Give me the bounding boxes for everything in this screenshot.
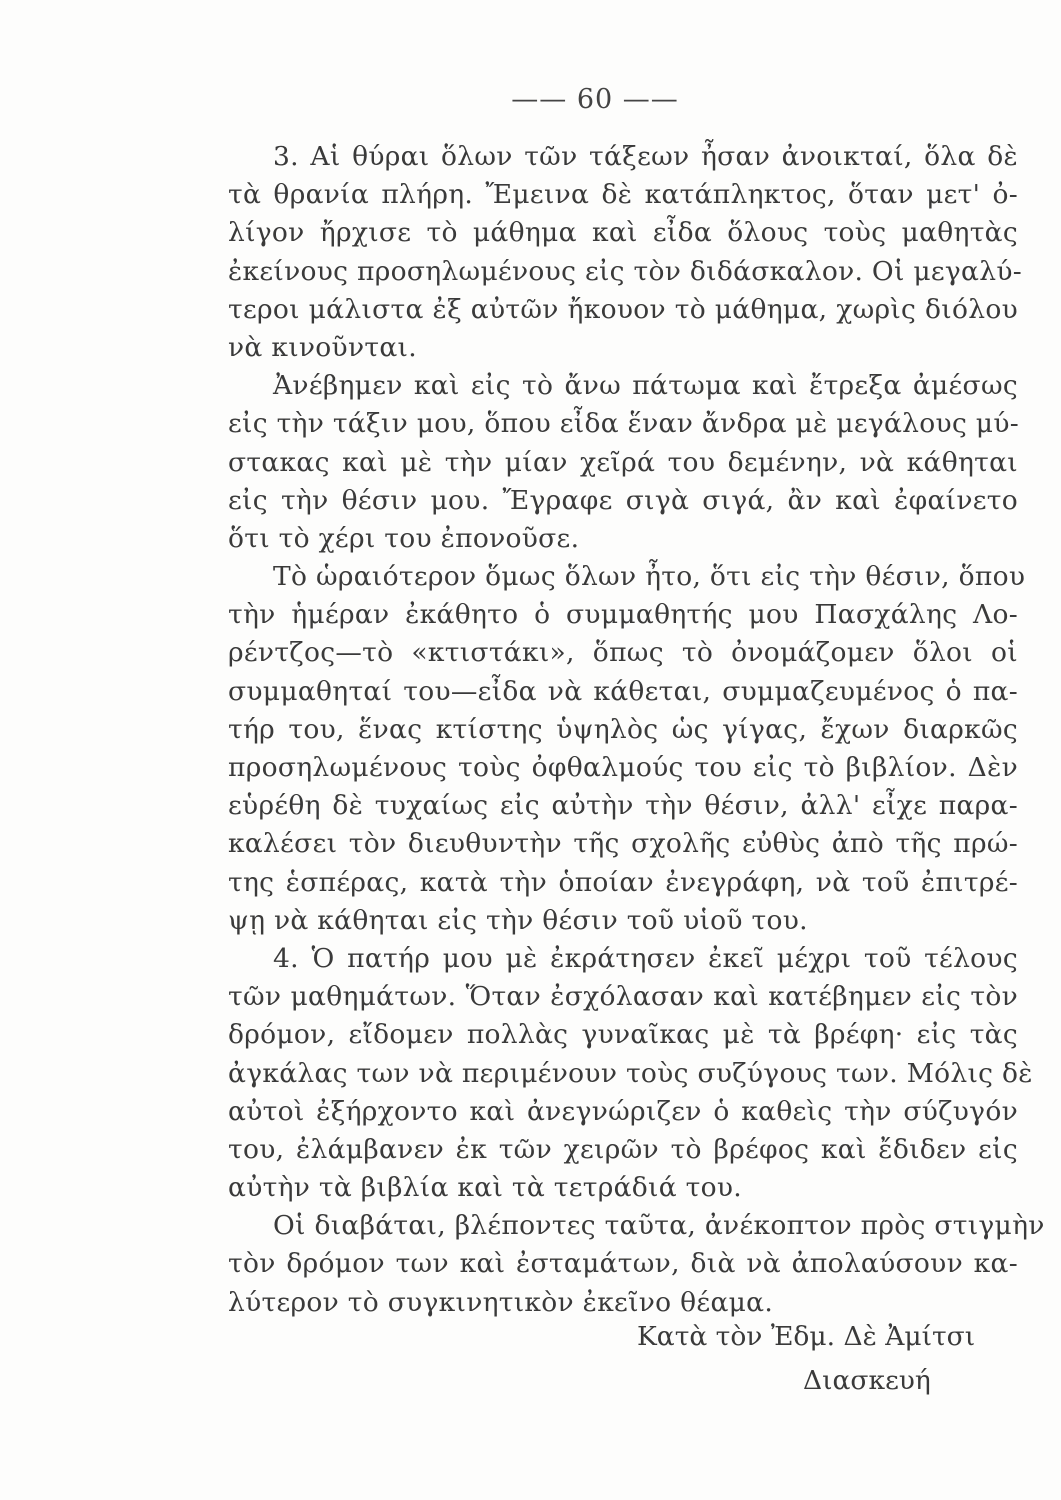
text-line: προσηλωμένους τοὺς ὀφθαλμούς του εἰς τὸ βιβλίον. Δὲν bbox=[228, 752, 1018, 783]
text-line: λύτερον τὸ συγκινητικὸν ἐκεῖνο θέαμα. bbox=[228, 1286, 774, 1318]
text-line: ἐκείνους προσηλωμένους εἰς τὸν διδάσκαλον. Οἱ μεγαλύ- bbox=[228, 255, 1023, 287]
text-line: ἀγκάλας των νὰ περιμένουν τοὺς συζύγους των. Μόλις δὲ bbox=[228, 1057, 1033, 1089]
text-line: του, ἐλάμβανεν ἐκ τῶν χειρῶν τὸ βρέφος καὶ ἔδιδεν εἰς bbox=[228, 1133, 1018, 1165]
text-line: ὅτι τὸ χέρι του ἐπονοῦσε. bbox=[228, 522, 580, 554]
text-line: της ἑσπέρας, κατὰ τὴν ὁποίαν ἐνεγράφη, νὰ τοῦ ἐπιτρέ- bbox=[228, 866, 1018, 898]
text-line: Τὸ ὡραιότερον ὅμως ὅλων ἦτο, ὅτι εἰς τὴν θέσιν, ὅπου bbox=[273, 561, 1026, 593]
text-line: τὴν ἡμέραν ἐκάθητο ὁ συμμαθητής μου Πασχάλης Λο- bbox=[228, 599, 1018, 631]
text-line: στακας καὶ μὲ τὴν μίαν χεῖρά του δεμένην, νὰ κάθηται bbox=[228, 446, 1018, 478]
text-line: αὐτὴν τὰ βιβλία καὶ τὰ τετράδιά του. bbox=[228, 1172, 742, 1204]
text-line: Ἀνέβημεν καὶ εἰς τὸ ἄνω πάτωμα καὶ ἔτρεξα ἀμέσως bbox=[273, 370, 1018, 402]
text-line: τήρ του, ἕνας κτίστης ὑψηλὸς ὡς γίγας, ἔχων διαρκῶς bbox=[228, 713, 1018, 745]
text-line: εἰς τὴν τάξιν μου, ὅπου εἶδα ἕναν ἄνδρα μὲ μεγάλους μύ- bbox=[228, 408, 1019, 440]
text-line: τὰ θρανία πλήρη. Ἔμεινα δὲ κατάπληκτος, ὅταν μετ' ὀ- bbox=[228, 179, 1018, 211]
text-line: ρέντζος—τὸ «κτιστάκι», ὅπως τὸ ὀνομάζομεν ὅλοι οἱ bbox=[228, 637, 1018, 669]
text-line: εὑρέθη δὲ τυχαίως εἰς αὐτὴν τὴν θέσιν, ἀλλ' εἶχε παρα- bbox=[228, 790, 1018, 822]
text-line: τεροι μάλιστα ἐξ αὐτῶν ἤκουον τὸ μάθημα, χωρὶς διόλου bbox=[228, 293, 1018, 325]
text-line: νὰ κινοῦνται. bbox=[228, 331, 417, 363]
text-line: Οἱ διαβάται, βλέποντες ταῦτα, ἀνέκοπτον πρὸς στιγμὴν bbox=[273, 1210, 1045, 1242]
text-line: δρόμον, εἴδομεν πολλὰς γυναῖκας μὲ τὰ βρέφη· εἰς τὰς bbox=[228, 1019, 1018, 1051]
text-line: λίγον ἤρχισε τὸ μάθημα καὶ εἶδα ὅλους τοὺς μαθητὰς bbox=[228, 217, 1018, 249]
text-line: εἰς τὴν θέσιν μου. Ἔγραφε σιγὰ σιγά, ἂν καὶ ἐφαίνετο bbox=[228, 484, 1018, 516]
text-line: τὸν δρόμον των καὶ ἐσταμάτων, διὰ νὰ ἀπολαύσουν κα- bbox=[228, 1248, 1018, 1280]
body-text bbox=[228, 138, 1045, 1322]
text-line: αὐτοὶ ἐξήρχοντο καὶ ἀνεγνώριζεν ὁ καθεὶς τὴν σύζυγόν bbox=[228, 1095, 1018, 1127]
page-number: —— 60 —— bbox=[511, 84, 679, 115]
text-line: ψῃ νὰ κάθηται εἰς τὴν θέσιν τοῦ υἱοῦ του. bbox=[228, 904, 808, 936]
adaptation-line: Διασκευή bbox=[803, 1365, 931, 1396]
author-line: Κατὰ τὸν Ἐδμ. Δὲ Ἀμίτσι bbox=[637, 1321, 976, 1352]
text-line: 3. Αἱ θύραι ὅλων τῶν τάξεων ἦσαν ἀνοικταί, ὅλα δὲ bbox=[273, 141, 1018, 172]
text-line: τῶν μαθημάτων. Ὅταν ἐσχόλασαν καὶ κατέβημεν εἰς τὸν bbox=[228, 981, 1018, 1013]
text-line: 4. Ὁ πατήρ μου μὲ ἐκράτησεν ἐκεῖ μέχρι τοῦ τέλους bbox=[273, 942, 1018, 974]
text-line: συμμαθηταί του—εἶδα νὰ κάθεται, συμμαζευμένος ὁ πα- bbox=[228, 675, 1018, 707]
text-line: καλέσει τὸν διευθυντὴν τῆς σχολῆς εὐθὺς ἀπὸ τῆς πρώ- bbox=[228, 828, 1018, 860]
